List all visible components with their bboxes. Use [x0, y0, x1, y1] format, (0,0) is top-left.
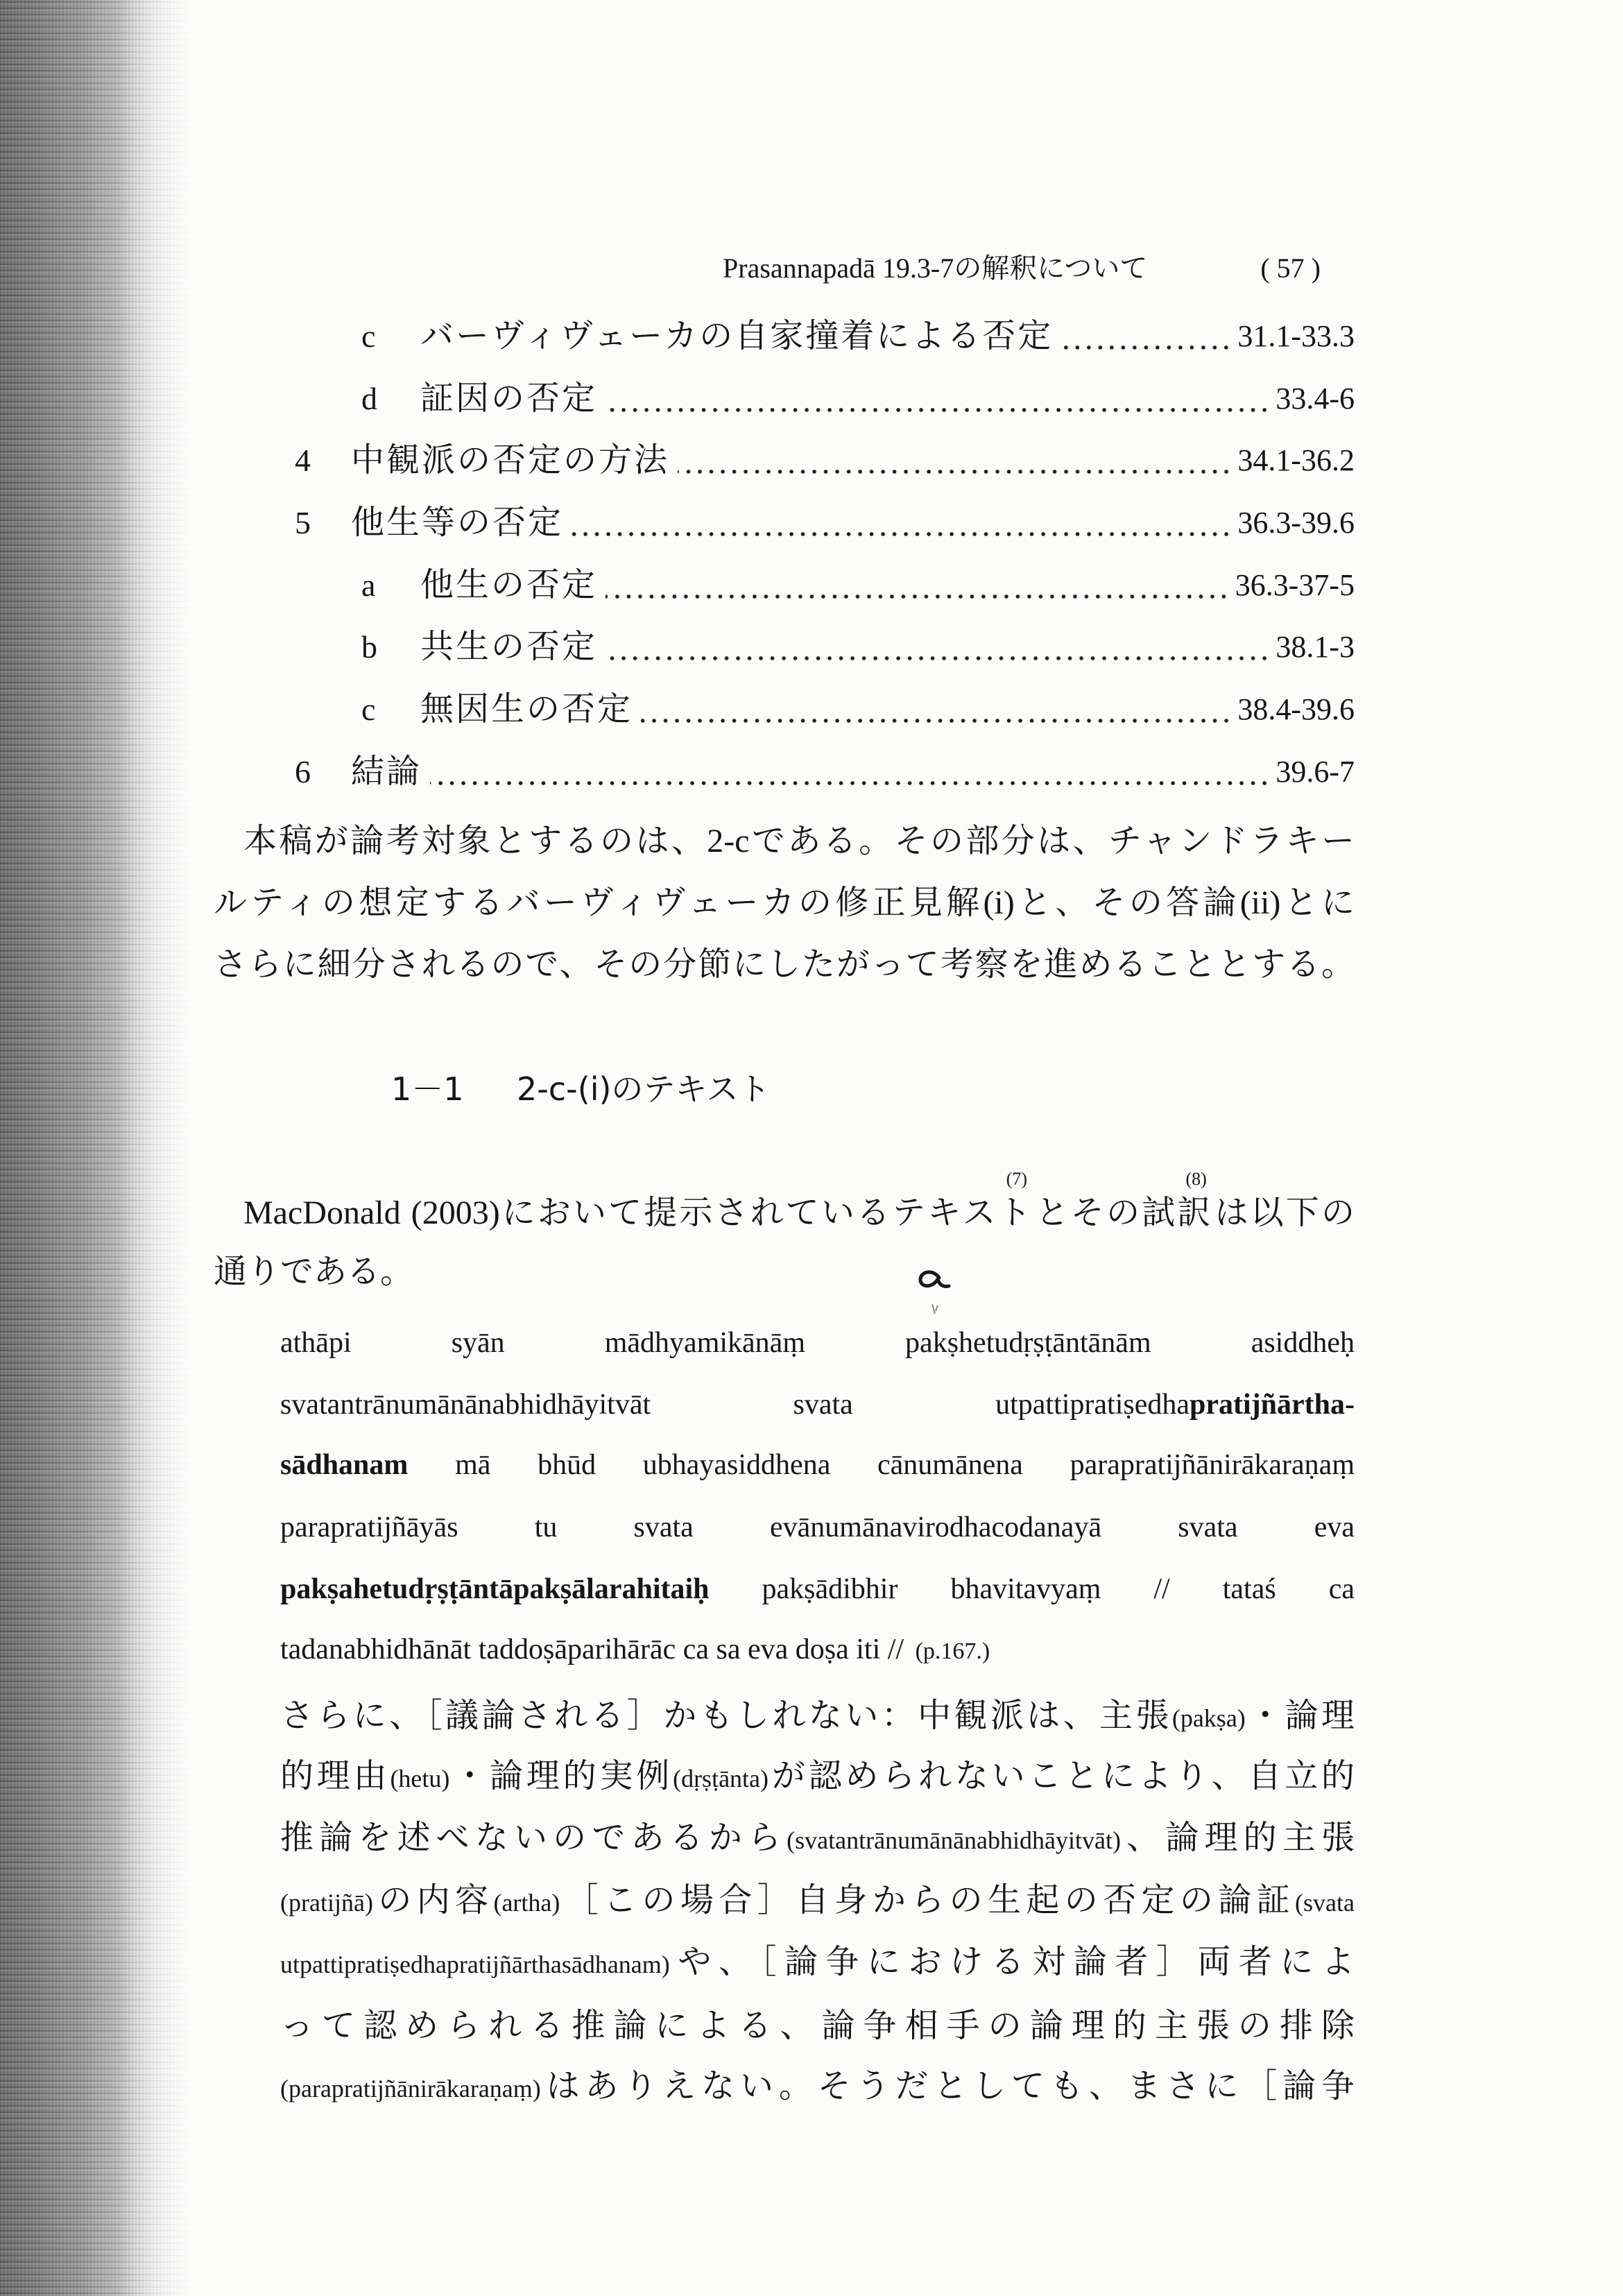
- translation-line: [280, 1870, 1355, 1931]
- sanskrit-line: [280, 1434, 1355, 1496]
- romanized-term: (svata: [1295, 1889, 1355, 1917]
- toc-row: [0, 429, 1623, 492]
- toc-section-title: 他生等の否定: [351, 504, 564, 541]
- toc-item-pages: 38.1-3: [1276, 630, 1355, 665]
- translation-text: 推論を述べないのであるから: [280, 1819, 787, 1856]
- toc-section-title: 中観派の否定の方法: [351, 442, 670, 479]
- page-citation: (p.167.): [915, 1638, 990, 1664]
- toc-item-label: b: [361, 629, 377, 665]
- toc-row: [0, 554, 1623, 617]
- translation-line: [280, 1996, 1355, 2057]
- sanskrit-line: [280, 1312, 1355, 1373]
- translation-text: ・論理的実例: [449, 1758, 673, 1794]
- toc-section-pages: 34.1-36.2: [1237, 443, 1355, 478]
- toc-item-label: d: [361, 380, 377, 416]
- sanskrit-text: svatantrānumānānabhidhāyitvāt svata utpattipratiṣedha: [280, 1389, 1190, 1421]
- running-title: Prasannapadā 19.3-7の解釈について: [723, 252, 1148, 284]
- section-number: 1－1: [391, 1070, 464, 1108]
- toc-item-title: 他生の否定: [420, 566, 598, 603]
- table-of-contents: [0, 305, 1623, 803]
- toc-item-pages: 36.3-37-5: [1235, 567, 1355, 602]
- section-title: 2-c-(i)のテキスト: [517, 1070, 771, 1108]
- romanized-term: (svatantrānumānānabhidhāyitvāt): [787, 1826, 1121, 1854]
- toc-item-title: 証因の否定: [420, 379, 598, 417]
- translation-line: [280, 1746, 1355, 1807]
- paragraph-line: ルティの想定するバーヴィヴェーカの修正見解(i)と、その答論(ii)とに: [214, 884, 1355, 921]
- romanized-term: (artha): [493, 1889, 560, 1917]
- translation-text: ・論理: [1245, 1697, 1355, 1734]
- toc-item-title: 共生の否定: [420, 628, 598, 666]
- translation-text: が認められないことにより、自立的: [768, 1758, 1355, 1794]
- translation-text: 、論理的主張: [1120, 1819, 1355, 1856]
- paragraph-line: [243, 1169, 1355, 1244]
- sanskrit-text: mā bhūd ubhayasiddhena cānumānena parapratijñānirākaraṇaṃ: [408, 1449, 1355, 1481]
- dot-leader: [1061, 345, 1232, 350]
- translation-text: はありえない。そうだとしても、まさに［論争: [540, 2068, 1355, 2105]
- toc-section-pages: 36.3-39.6: [1237, 505, 1355, 540]
- sanskrit-line: [280, 1374, 1355, 1435]
- toc-item-label: a: [361, 567, 376, 603]
- toc-section-number: 5: [295, 504, 311, 540]
- translation-line: [280, 2056, 1355, 2117]
- translation-text: ［この場合］自身からの生起の否定の論証: [560, 1882, 1296, 1919]
- sanskrit-text: tadanabhidhānāt taddoṣāparihārāc ca sa eva doṣa iti //: [280, 1634, 904, 1665]
- page-number: ( 57 ): [1260, 252, 1321, 284]
- romanized-term: utpattipratiṣedhapratijñārthasādhanam): [280, 1951, 670, 1978]
- paragraph-line: さらに細分されるので、その分節にしたがって考察を進めることとする。: [214, 946, 1355, 983]
- toc-section-number: 6: [295, 753, 311, 789]
- sanskrit-line: [280, 1559, 1355, 1620]
- dot-leader: [572, 531, 1232, 537]
- paragraph-line: 通りである。: [214, 1253, 414, 1290]
- translation-text: さらに、［議論される］かもしれない：中観派は、主張: [280, 1697, 1172, 1734]
- romanized-term: (dṛṣṭānta): [673, 1765, 769, 1792]
- toc-section-pages: 39.6-7: [1276, 754, 1355, 789]
- sanskrit-emphasis: pakṣahetudṛṣṭāntāpakṣālarahitaiḥ: [280, 1573, 710, 1605]
- paragraph-line: 本稿が論考対象とするのは、2-cである。その部分は、チャンドラキー: [243, 823, 1355, 859]
- translation-text: の内容: [372, 1882, 494, 1919]
- romanized-term: (hetu): [390, 1765, 450, 1792]
- translation-line: [280, 1686, 1355, 1747]
- sanskrit-line: [280, 1619, 1355, 1680]
- toc-item-title: 無因生の否定: [420, 690, 633, 728]
- dot-leader: [641, 718, 1232, 723]
- toc-section-title: 結論: [351, 753, 422, 790]
- running-head: [723, 249, 1321, 288]
- sanskrit-line: [280, 1497, 1355, 1558]
- dot-leader: [606, 594, 1230, 599]
- footnote-marker: (8): [1185, 1169, 1207, 1189]
- toc-row: [0, 616, 1623, 678]
- toc-row: [0, 678, 1623, 741]
- dot-leader: [606, 407, 1270, 413]
- sanskrit-text: parapratijñāyās tu svata evānumānavirodhacodanayā svata eva: [280, 1511, 1355, 1543]
- toc-item-pages: 33.4-6: [1276, 381, 1355, 415]
- toc-item-label: c: [361, 318, 376, 354]
- footnote-marker: (7): [1006, 1169, 1028, 1189]
- translation-text: って認められる推論による、論争相手の論理的主張の排除: [280, 2007, 1355, 2044]
- toc-item-label: c: [361, 691, 376, 727]
- romanized-term: (pratijñā): [280, 1889, 373, 1917]
- toc-row: [0, 305, 1623, 368]
- sanskrit-emphasis: pratijñārtha-: [1190, 1389, 1355, 1421]
- translation-text: 的理由: [280, 1758, 390, 1794]
- translation-text: や、［論争における対論者］両者によ: [669, 1944, 1355, 1980]
- translation-line: [280, 1932, 1355, 1993]
- paragraph-text: は以下の: [1212, 1194, 1355, 1231]
- toc-row: [0, 492, 1623, 554]
- toc-row: [0, 368, 1623, 430]
- paragraph-text: とその試訳: [1033, 1194, 1213, 1231]
- toc-item-pages: 38.4-39.6: [1237, 692, 1355, 726]
- toc-section-number: 4: [295, 443, 311, 479]
- romanized-term: (pakṣa): [1171, 1704, 1246, 1732]
- dot-leader: [430, 780, 1270, 786]
- dot-leader: [606, 656, 1270, 661]
- sanskrit-text: pakṣādibhir bhavitavyaṃ // tataś ca: [709, 1573, 1355, 1605]
- paragraph-text: MacDonald (2003)において提示されているテキスト: [243, 1194, 1033, 1231]
- section-heading: [391, 1065, 771, 1113]
- sanskrit-emphasis: sādhanam: [280, 1449, 409, 1481]
- sanskrit-text: athāpi syān mādhyamikānāṃ pakṣhetudṛṣṭāntānām asiddheḥ: [280, 1327, 1355, 1359]
- toc-item-pages: 31.1-33.3: [1237, 318, 1355, 353]
- toc-item-title: バーヴィヴェーカの自家撞着による否定: [420, 317, 1054, 354]
- translation-line: [280, 1808, 1355, 1869]
- dot-leader: [678, 469, 1232, 474]
- romanized-term: (parapratijñānirākaraṇaṃ): [280, 2075, 541, 2102]
- toc-row: [0, 741, 1623, 803]
